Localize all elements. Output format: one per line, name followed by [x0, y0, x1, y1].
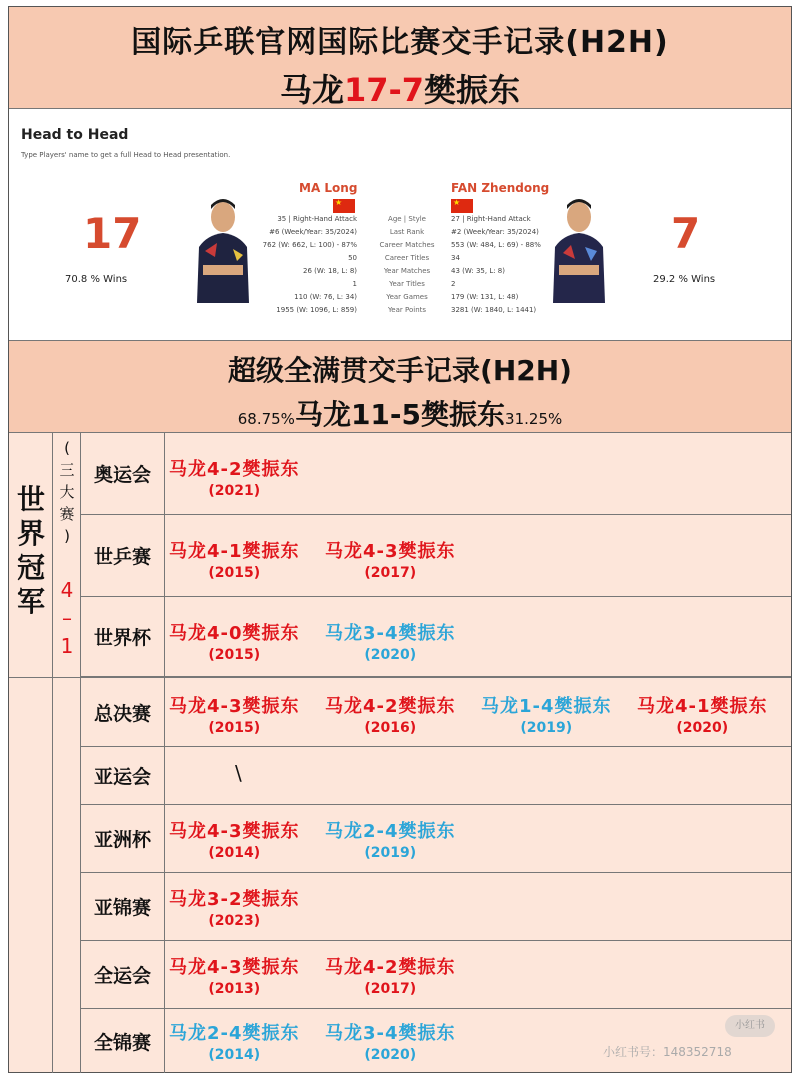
- match-record: 马龙4-3樊振东 (2014): [169, 821, 300, 861]
- match-record: 马龙2-4樊振东 (2014): [169, 1023, 300, 1063]
- match-record: 马龙3-2樊振东 (2023): [169, 889, 300, 929]
- super-grand-slam-banner: [9, 341, 791, 433]
- table-row-olympics: [81, 433, 791, 515]
- row-matches: [165, 678, 791, 746]
- stat-label: Career Titles: [384, 254, 430, 262]
- right-player-name: FAN Zhendong: [451, 181, 550, 195]
- right-stat: 553 (W: 484, L: 69) - 88%: [451, 241, 541, 249]
- stat-label: Age | Style: [388, 215, 426, 223]
- sgs-pct-left: 68.75%: [237, 410, 295, 428]
- title-name-left: 马龙: [279, 71, 344, 109]
- stat-label: Year Games: [386, 293, 428, 301]
- left-player-name: MA Long: [299, 181, 358, 195]
- poster-frame: [8, 6, 792, 1073]
- row-matches: [165, 941, 791, 1008]
- stat-labels: [367, 213, 447, 317]
- table-row-asian-games: [81, 747, 791, 805]
- vert-small-char: ): [64, 527, 70, 545]
- left-player-photo: [193, 195, 253, 303]
- other-events-left-col: [9, 677, 53, 1073]
- right-stat: 2: [451, 280, 456, 288]
- title-name-right: 樊振东: [424, 71, 521, 109]
- stat-label: Year Titles: [389, 280, 425, 288]
- sgs-title: 超级全满贯交手记录(H2H): [228, 354, 572, 387]
- vert-small-char: 三: [59, 461, 75, 479]
- match-record: 马龙4-3樊振东 (2013): [169, 957, 300, 997]
- table-row-asian-cup: [81, 805, 791, 873]
- table-row-asian-championships: [81, 873, 791, 941]
- sgs-score: 11-5: [350, 398, 422, 431]
- title-overall-score: [9, 65, 791, 111]
- match-record: 马龙2-4樊振东 (2019): [325, 821, 456, 861]
- stat-label: Year Matches: [383, 267, 431, 275]
- vert-char: 界: [16, 517, 45, 550]
- right-flag-icon: [451, 199, 473, 213]
- left-player-stats: [257, 213, 357, 317]
- vert-char: 冠: [16, 551, 45, 584]
- sgs-name-right: 樊振东: [421, 398, 506, 431]
- left-stat: 762 (W: 662, L: 100) - 87%: [262, 241, 357, 249]
- left-player-wins: 70.8 % Wins: [65, 274, 128, 285]
- table-row-world-championships: [81, 515, 791, 597]
- vert-small-char: 赛: [59, 505, 75, 523]
- right-player-stats: [451, 213, 561, 317]
- row-label: 全锦赛: [81, 1009, 165, 1073]
- row-label: 世界杯: [81, 597, 165, 676]
- row-label: 全运会: [81, 941, 165, 1008]
- row-matches: [165, 1009, 791, 1073]
- match-record: 马龙4-2樊振东 (2017): [325, 957, 456, 997]
- match-record: 马龙4-3樊振东 (2017): [325, 541, 456, 581]
- match-record: 马龙4-1樊振东 (2020): [637, 696, 768, 736]
- world-champion-label: [9, 433, 53, 677]
- row-label: 奥运会: [81, 433, 165, 514]
- right-player-wins: 29.2 % Wins: [653, 274, 716, 285]
- right-stat: 27 | Right-Hand Attack: [451, 215, 531, 223]
- title-score: 17-7: [343, 71, 425, 109]
- match-record: 马龙1-4樊振东 (2019): [481, 696, 612, 736]
- match-record: 马龙4-0樊振东 (2015): [169, 623, 300, 663]
- left-stat: #6 (Week/Year: 35/2024): [269, 228, 357, 236]
- row-matches: [165, 597, 791, 676]
- title-line1: 国际乒联官网国际比赛交手记录(H2H): [131, 25, 669, 60]
- row-label: 总决赛: [81, 678, 165, 746]
- three-big-events-label: [53, 433, 81, 677]
- stat-label: Last Rank: [389, 228, 425, 236]
- match-record: 马龙4-3樊振东 (2015): [169, 696, 300, 736]
- row-matches: [165, 433, 791, 514]
- row-label: 亚锦赛: [81, 873, 165, 940]
- row-label: 亚运会: [81, 747, 165, 804]
- table-row-finals: [81, 677, 791, 747]
- other-events-mid-col: [53, 677, 81, 1073]
- vert-small-char: 大: [59, 483, 75, 501]
- right-stat: 3281 (W: 1840, L: 1441): [451, 306, 537, 314]
- left-stat: 26 (W: 18, L: 8): [303, 267, 357, 275]
- right-stat: 34: [451, 254, 460, 262]
- h2h-subheading: Type Players' name to get a full Head to Head presentation.: [21, 151, 231, 159]
- sgs-pct-right: 31.25%: [505, 410, 563, 428]
- title-banner: [9, 7, 791, 109]
- table-row-national-games: [81, 941, 791, 1009]
- left-stat: 1955 (W: 1096, L: 859): [276, 306, 357, 314]
- row-matches: [165, 805, 791, 872]
- match-record: 马龙3-4樊振东 (2020): [325, 1023, 456, 1063]
- right-stat: #2 (Week/Year: 35/2024): [451, 228, 539, 236]
- sgs-score-line: [9, 393, 791, 433]
- match-record: 马龙4-1樊振东 (2015): [169, 541, 300, 581]
- left-stat: 1: [352, 280, 357, 288]
- stat-label: Year Points: [387, 306, 427, 314]
- row-label: 亚洲杯: [81, 805, 165, 872]
- row-matches: [165, 873, 791, 940]
- watermark-logo: 小红书: [725, 1015, 775, 1037]
- right-stat: 179 (W: 131, L: 48): [451, 293, 519, 301]
- h2h-heading: Head to Head: [21, 127, 129, 143]
- left-stat: 35 | Right-Hand Attack: [277, 215, 357, 223]
- table-row-national-championships: [81, 1009, 791, 1073]
- vert-char: 军: [16, 585, 45, 618]
- empty-marker: \: [235, 761, 242, 785]
- row-label: 世乒赛: [81, 515, 165, 596]
- match-record: 马龙4-2樊振东 (2016): [325, 696, 456, 736]
- vert-char: 世: [16, 483, 45, 516]
- watermark-text: 小红书号：148352718: [603, 1045, 732, 1059]
- row-matches: [165, 747, 791, 804]
- match-record: 马龙4-2樊振东 (2021): [169, 459, 300, 499]
- sgs-name-left: 马龙: [294, 398, 351, 431]
- three-big-score: 4: [60, 578, 74, 602]
- three-big-score: –: [62, 606, 72, 630]
- match-record: 马龙3-4樊振东 (2020): [325, 623, 456, 663]
- left-player-score: 17: [83, 209, 142, 258]
- left-stat: 110 (W: 76, L: 34): [294, 293, 357, 301]
- stat-label: Career Matches: [379, 241, 435, 249]
- three-big-score: 1: [60, 634, 74, 658]
- right-stat: 43 (W: 35, L: 8): [451, 267, 505, 275]
- left-stat: 50: [348, 254, 357, 262]
- vert-small-char: (: [64, 439, 70, 457]
- left-flag-icon: [333, 199, 355, 213]
- table-row-world-cup: [81, 597, 791, 677]
- h2h-panel: [9, 109, 791, 341]
- row-matches: [165, 515, 791, 596]
- right-player-score: 7: [671, 209, 701, 258]
